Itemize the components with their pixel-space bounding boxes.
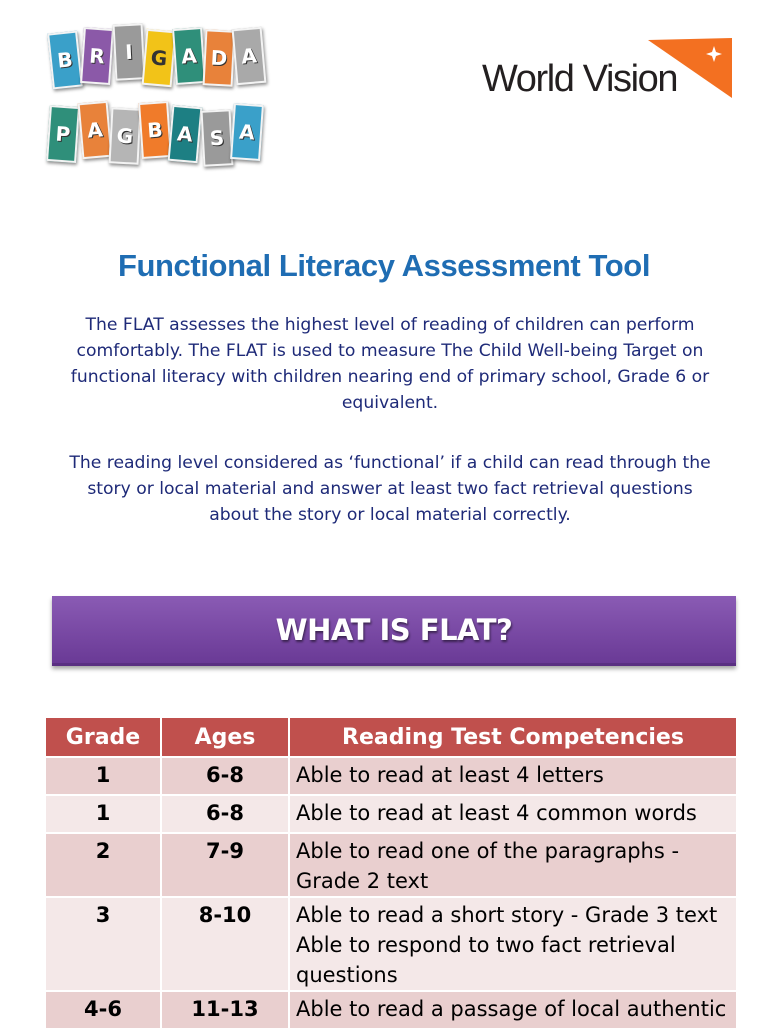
table-row [45,795,737,833]
logo-tile: A [230,103,264,161]
section-banner [52,596,736,666]
competency-text: Able to read a passage of local authentic [296,997,727,1021]
logo-tile: G [109,107,142,164]
cell-competencies [289,991,737,1029]
cell-grade: 4-6 [45,991,161,1029]
competency-text: Able to read one of the paragraphs - Grade 2 text [296,839,680,893]
logo-tile: B [47,31,83,90]
world-vision-logo [482,36,734,102]
header-competencies: Reading Test Competencies [289,717,737,757]
logo-tile: A [172,27,206,85]
logo-tile: R [80,27,114,85]
competency-text: Able to read a short story - Grade 3 text [296,903,718,927]
table-header-row [45,717,737,757]
cell-competencies [289,897,737,991]
logo-tile: B [138,101,172,159]
table-row [45,833,737,897]
table-row [45,897,737,991]
logo-tile: S [201,109,234,166]
cell-grade: 2 [45,833,161,897]
header-grade: Grade [45,717,161,757]
page-title: Functional Literacy Assessment Tool [117,248,651,283]
cell-ages: 6-8 [161,757,289,795]
competency-text: Able to respond to two fact retrieval questions [296,933,676,987]
logo-tile: A [78,101,113,159]
cell-competencies [289,795,737,833]
competency-text: Able to read at least 4 letters [296,763,604,787]
logo-tile: P [46,105,80,163]
competency-text: Able to read at least 4 common words [296,801,697,825]
cell-ages: 8-10 [161,897,289,991]
table-row [45,757,737,795]
logo-tile: G [142,29,177,87]
banner-title: WHAT IS FLAT? [275,612,513,647]
world-vision-wordmark: World Vision [482,58,678,100]
header-ages: Ages [161,717,289,757]
cell-grade: 1 [45,757,161,795]
cell-competencies [289,833,737,897]
functional-definition-paragraph: The reading level considered as ‘functional’ if a child can read through the story or local material and answer at least two fact retrieval questions about the story or local material correctly. [69,453,711,525]
cell-ages: 6-8 [161,795,289,833]
logo-tile: A [168,105,203,163]
logo-tile: D [203,29,236,86]
brigada-pagbasa-logo [44,22,274,172]
logo-tile: I [113,23,146,80]
competencies-table [44,716,738,1030]
intro-paragraph: The FLAT assesses the highest level of reading of children can perform comfortably. The FLAT is used to measure The Child Well-being Target on functional literacy with children nearing end of primary school, Grade 6 or equivalent. [70,315,710,413]
cell-grade: 3 [45,897,161,991]
table-row [45,991,737,1029]
cell-grade: 1 [45,795,161,833]
logo-tile: A [232,27,267,85]
cell-ages: 7-9 [161,833,289,897]
cell-competencies [289,757,737,795]
cell-ages: 11-13 [161,991,289,1029]
